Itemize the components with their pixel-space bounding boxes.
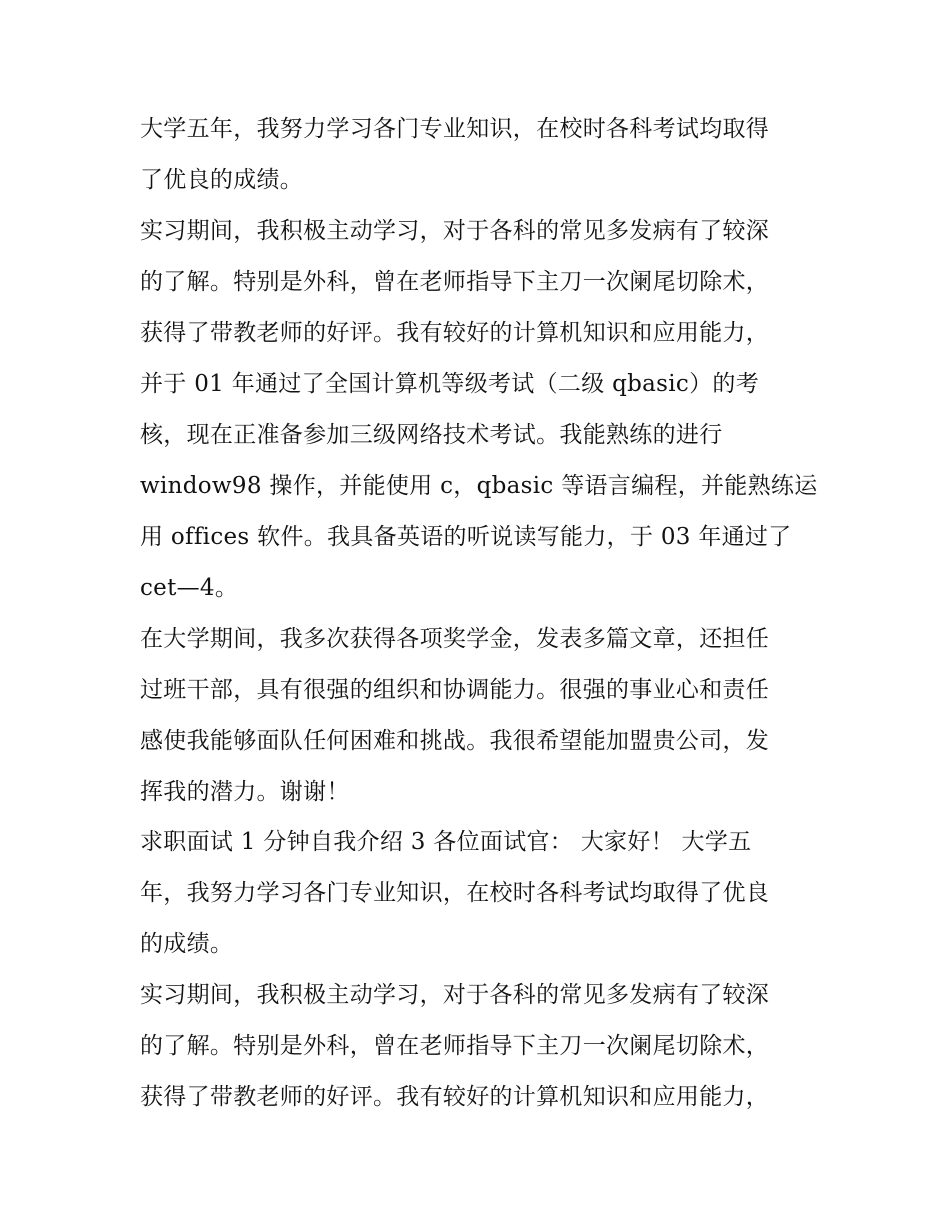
text-line: 感使我能够面队任何困难和挑战。我很希望能加盟贵公司，发 [140,728,770,754]
text-line: 的了解。特别是外科，曾在老师指导下主刀一次阑尾切除术， [140,1033,770,1059]
text-line: 求职面试 1 分钟自我介绍 3 各位面试官： 大家好！ 大学五 [140,829,752,855]
text-line: cet—4。 [140,575,239,601]
text-line: 年，我努力学习各门专业知识，在校时各科考试均取得了优良 [140,880,770,906]
text-line: 的了解。特别是外科，曾在老师指导下主刀一次阑尾切除术， [140,269,770,295]
text-line: 了优良的成绩。 [140,167,304,193]
text-line: 实习期间，我积极主动学习，对于各科的常见多发病有了较深 [140,218,770,244]
text-line: 实习期间，我积极主动学习，对于各科的常见多发病有了较深 [140,982,770,1008]
text-line: 用 offices 软件。我具备英语的听说读写能力，于 03 年通过了 [140,524,792,550]
text-line: 在大学期间，我多次获得各项奖学金，发表多篇文章，还担任 [140,626,770,652]
text-line: window98 操作，并能使用 c，qbasic 等语言编程，并能熟练运 [140,473,818,499]
text-line: 大学五年，我努力学习各门专业知识，在校时各科考试均取得 [140,116,770,142]
text-line: 过班干部，具有很强的组织和协调能力。很强的事业心和责任 [140,677,770,703]
text-line: 并于 01 年通过了全国计算机等级考试（二级 qbasic）的考 [140,371,759,397]
text-line: 核，现在正准备参加三级网络技术考试。我能熟练的进行 [140,422,723,448]
text-line: 的成绩。 [140,931,234,957]
text-line: 获得了带教老师的好评。我有较好的计算机知识和应用能力， [140,320,770,346]
text-line: 获得了带教老师的好评。我有较好的计算机知识和应用能力， [140,1084,770,1110]
text-line: 挥我的潜力。谢谢！ [140,779,350,805]
